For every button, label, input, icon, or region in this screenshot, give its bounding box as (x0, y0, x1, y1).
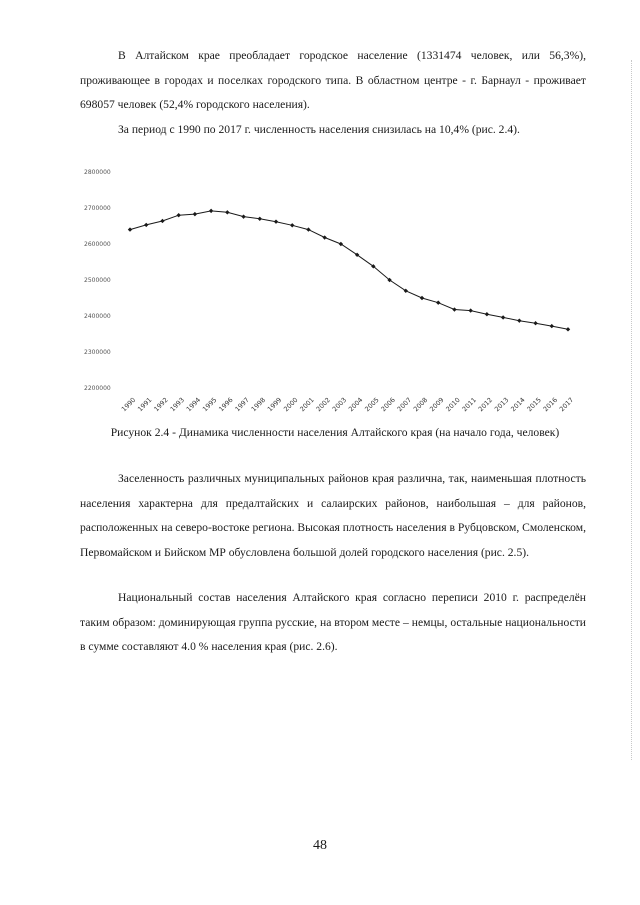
x-tick-label: 1993 (168, 395, 186, 414)
x-tick-label: 2004 (347, 395, 365, 414)
x-tick-label: 2011 (460, 395, 478, 414)
x-tick-label: 2007 (395, 395, 414, 414)
data-point-marker (176, 213, 180, 217)
data-point-marker (209, 209, 213, 213)
data-point-marker (290, 223, 294, 227)
figure-caption: Рисунок 2.4 - Динамика численности населения Алтайского края (на начало года, человек) (110, 426, 560, 439)
scan-edge-marks (630, 60, 632, 760)
data-point-marker (452, 307, 456, 311)
x-tick-label: 2000 (282, 395, 300, 414)
data-point-marker (322, 235, 326, 239)
x-tick-label: 2002 (314, 395, 332, 414)
x-tick-label: 1999 (265, 395, 284, 414)
y-tick-label: 2300000 (84, 349, 111, 356)
x-tick-label: 2003 (330, 395, 349, 414)
paragraph-density: Заселенность различных муниципальных районов края различна, так, наименьшая плотность населения характерна для предалтайских и салаирских районов, наибольшая – для районов, расположенных на северо-востоке региона. Высокая плотность населения в Рубцовском, Смоленском, Первомайском и Бийском МР обусловлена большой долей городского населения (рис. 2.5). (80, 472, 586, 559)
y-tick-label: 2600000 (84, 241, 111, 248)
data-point-marker (306, 227, 310, 231)
x-tick-label: 2010 (444, 395, 462, 414)
data-point-marker (241, 214, 245, 218)
series-line (130, 211, 568, 329)
x-tick-label: 2012 (476, 395, 495, 414)
x-tick-label: 2016 (541, 395, 560, 414)
paragraph-urban-population: В Алтайском крае преобладает городское население (1331474 человек, или 56,3%), проживающее в городах и поселках городского типа. В областном центре - г. Барнаул - проживает 698057 человек (52,4% городского населения). (80, 49, 586, 111)
y-tick-label: 2700000 (84, 205, 111, 212)
y-tick-label: 2500000 (84, 277, 111, 284)
x-tick-label: 2015 (525, 395, 543, 414)
data-point-marker (436, 300, 440, 304)
x-tick-label: 1994 (184, 395, 203, 414)
x-tick-label: 1992 (152, 395, 170, 414)
data-point-marker (566, 327, 570, 331)
data-point-marker (550, 324, 554, 328)
data-point-marker (128, 227, 132, 231)
data-point-marker (274, 219, 278, 223)
y-tick-label: 2200000 (84, 385, 111, 392)
x-tick-label: 2013 (493, 395, 511, 414)
data-point-marker (144, 223, 148, 227)
data-point-marker (420, 296, 424, 300)
x-tick-label: 2014 (509, 395, 527, 414)
y-tick-label: 2800000 (84, 169, 111, 176)
data-point-marker (258, 217, 262, 221)
x-tick-label: 2006 (379, 395, 397, 414)
data-point-marker (468, 308, 472, 312)
data-point-marker (160, 219, 164, 223)
data-point-marker (225, 210, 229, 214)
x-tick-label: 2005 (363, 395, 381, 414)
x-tick-label: 1995 (201, 395, 219, 414)
y-tick-label: 2400000 (84, 313, 111, 320)
paragraph-national-composition: Национальный состав населения Алтайского края согласно переписи 2010 г. распределён таким образом: доминирующая группа русские, на втором месте – немцы, остальные национальности в сумме составляют 4.0 % населения края (рис. 2.6). (80, 591, 586, 653)
population-line-chart (80, 160, 580, 420)
data-point-marker (193, 212, 197, 216)
x-tick-label: 1997 (233, 395, 251, 414)
paragraph-population-decline: За период с 1990 по 2017 г. численность населения снизилась на 10,4% (рис. 2.4). (118, 123, 520, 136)
x-tick-label: 2009 (428, 395, 446, 414)
data-point-marker (485, 312, 489, 316)
x-tick-label: 1998 (249, 395, 268, 414)
x-tick-label: 2008 (411, 395, 430, 414)
data-point-marker (501, 315, 505, 319)
x-tick-label: 1996 (217, 395, 235, 414)
page-number: 48 (313, 838, 327, 853)
x-tick-label: 2001 (298, 395, 316, 414)
x-tick-label: 1990 (119, 395, 138, 414)
x-tick-label: 2017 (557, 395, 576, 414)
data-point-marker (533, 321, 537, 325)
data-point-marker (517, 318, 521, 322)
x-tick-label: 1991 (136, 395, 154, 414)
